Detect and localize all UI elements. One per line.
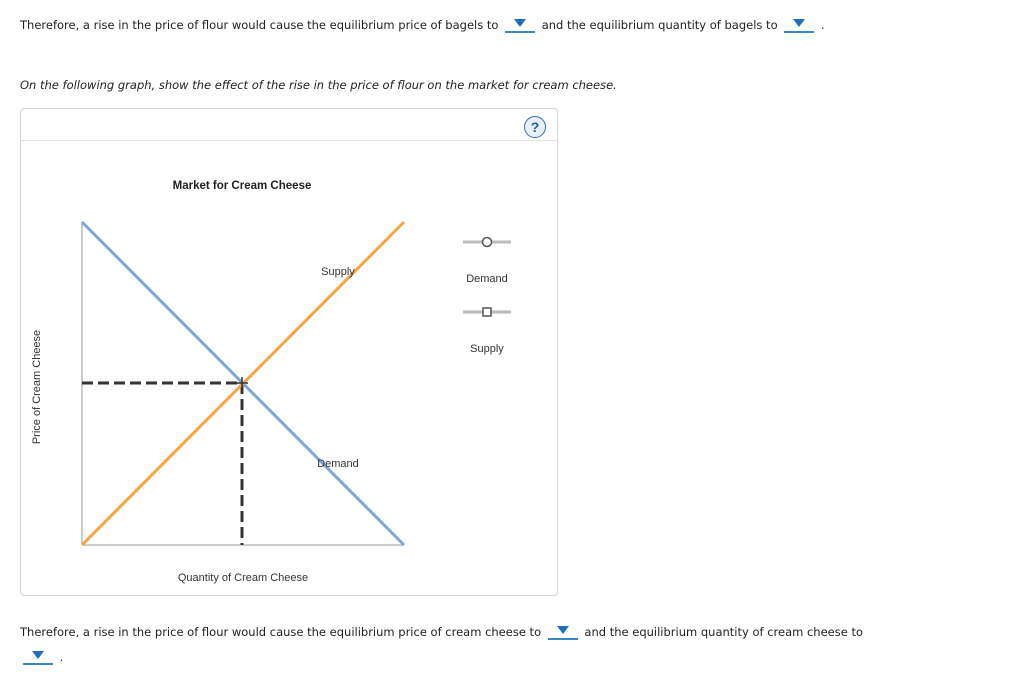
cream-question-middle: and the equilibrium quantity of cream cheese to [584,625,864,639]
chevron-down-icon [514,19,526,27]
demand-curve-label: Demand [317,458,359,470]
cream-question-line2 [20,649,63,665]
graph-panel [20,108,558,596]
x-axis-label: Quantity of Cream Cheese [177,572,309,584]
bagels-question-middle: and the equilibrium quantity of bagels to [541,18,778,32]
palette-supply-label: Supply [470,343,504,355]
palette-supply-tool[interactable] [463,308,511,355]
bagels-price-dropdown[interactable] [505,17,535,33]
cream-price-dropdown[interactable] [548,624,578,640]
supply-curve-label: Supply [321,266,355,278]
square-marker-icon [483,308,491,316]
circle-marker-icon [483,238,492,247]
bagels-quantity-dropdown[interactable] [784,17,814,33]
cream-quantity-dropdown[interactable] [23,649,53,665]
palette-demand-label: Demand [466,273,508,285]
bagels-question-suffix: . [820,18,825,32]
bagels-question [20,17,825,33]
cream-question-suffix: . [59,650,64,664]
graph-title: Market for Cream Cheese [172,180,312,192]
y-axis-label: Price of Cream Cheese [31,329,43,445]
cream-question-line1 [20,624,863,640]
help-icon[interactable]: ? [524,116,546,138]
palette-demand-tool[interactable] [463,238,511,286]
bagels-question-prefix: Therefore, a rise in the price of flour would cause the equilibrium price of bagels to [20,18,499,32]
cream-question-prefix: Therefore, a rise in the price of flour would cause the equilibrium price of cream cheese to [20,625,542,639]
chevron-down-icon [557,626,569,634]
chevron-down-icon [32,651,44,659]
graph-instruction: On the following graph, show the effect of the rise in the price of flour on the market for cream cheese. [20,78,617,92]
graph-canvas[interactable] [21,109,557,595]
chevron-down-icon [793,19,805,27]
